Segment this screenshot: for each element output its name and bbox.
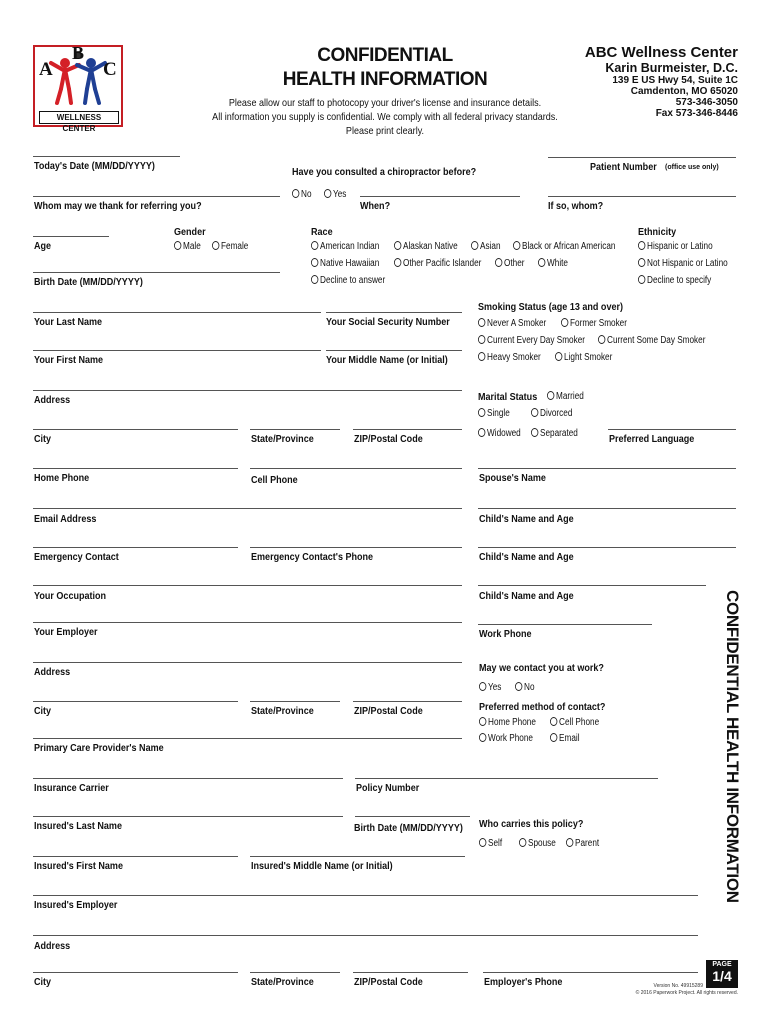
gender-male-option[interactable] bbox=[174, 241, 201, 252]
middle-name-field[interactable] bbox=[326, 350, 462, 351]
ethnicity-label: Ethnicity bbox=[638, 226, 677, 238]
emergency-contact-label: Emergency Contact bbox=[34, 551, 119, 563]
race-option-label: Alaskan Native bbox=[403, 241, 458, 252]
ethnicity-option[interactable] bbox=[638, 275, 711, 286]
work-city-field[interactable] bbox=[33, 701, 238, 702]
race-option[interactable] bbox=[394, 241, 458, 252]
if-so-whom-field[interactable] bbox=[548, 196, 736, 197]
address-field[interactable] bbox=[33, 390, 462, 391]
smoking-option[interactable] bbox=[561, 318, 627, 329]
insured-birth-date-label: Birth Date (MM/DD/YYYY) bbox=[354, 822, 463, 834]
radio-icon[interactable] bbox=[566, 838, 573, 847]
employer-field[interactable] bbox=[33, 622, 462, 623]
insured-first-name-field[interactable] bbox=[33, 856, 238, 857]
radio-icon[interactable] bbox=[550, 717, 557, 726]
insured-birth-date-field[interactable] bbox=[355, 816, 470, 817]
state-field[interactable] bbox=[250, 429, 340, 430]
radio-icon[interactable] bbox=[478, 352, 485, 361]
child3-label: Child's Name and Age bbox=[479, 590, 574, 602]
radio-icon[interactable] bbox=[212, 241, 219, 250]
race-option-label: White bbox=[547, 258, 568, 269]
marital-option-label: Single bbox=[487, 408, 510, 419]
radio-icon[interactable] bbox=[538, 258, 545, 267]
race-option[interactable] bbox=[394, 258, 481, 269]
todays-date-label: Today's Date (MM/DD/YYYY) bbox=[34, 160, 155, 172]
city-field[interactable] bbox=[33, 429, 238, 430]
clinic-name: ABC Wellness Center bbox=[584, 44, 738, 61]
contact-method-option-label: Cell Phone bbox=[559, 717, 600, 728]
race-option[interactable] bbox=[311, 275, 385, 286]
insurance-state-label: State/Province bbox=[251, 976, 314, 988]
spouse-name-field[interactable] bbox=[478, 468, 736, 469]
ethnicity-option-label: Decline to specify bbox=[647, 275, 712, 286]
child1-field[interactable] bbox=[478, 508, 736, 509]
first-name-field[interactable] bbox=[33, 350, 321, 351]
contact-method-option[interactable] bbox=[479, 717, 536, 728]
ethnicity-option[interactable] bbox=[638, 258, 728, 269]
race-option[interactable] bbox=[311, 258, 379, 269]
clinic-info bbox=[585, 44, 738, 119]
gender-label: Gender bbox=[174, 226, 206, 238]
smoking-option-label: Former Smoker bbox=[570, 318, 627, 329]
radio-icon[interactable] bbox=[555, 352, 562, 361]
radio-icon[interactable] bbox=[324, 189, 331, 198]
ethnicity-option[interactable] bbox=[638, 241, 713, 252]
intro-line2: All information you supply is confidential. We comply with all federal privacy standards. bbox=[212, 111, 558, 123]
logo-name: WELLNESS CENTER bbox=[56, 113, 102, 133]
gender-female-option[interactable] bbox=[212, 241, 248, 252]
primary-care-field[interactable] bbox=[33, 738, 462, 739]
who-carries-question: Who carries this policy? bbox=[479, 818, 584, 830]
radio-icon[interactable] bbox=[479, 733, 486, 742]
insurance-zip-field[interactable] bbox=[353, 972, 468, 973]
page-label: PAGE bbox=[712, 961, 732, 968]
contact-work-option-label: Yes bbox=[488, 682, 502, 693]
radio-icon[interactable] bbox=[531, 428, 538, 437]
insurance-zip-label: ZIP/Postal Code bbox=[354, 976, 423, 988]
city-label: City bbox=[34, 433, 52, 445]
when-field[interactable] bbox=[360, 196, 520, 197]
insurance-carrier-field[interactable] bbox=[33, 778, 343, 779]
marital-option-label: Widowed bbox=[487, 428, 521, 439]
radio-icon[interactable] bbox=[311, 258, 318, 267]
middle-name-label: Your Middle Name (or Initial) bbox=[326, 354, 448, 366]
contact-method-option-label: Home Phone bbox=[488, 717, 536, 728]
home-phone-label: Home Phone bbox=[34, 472, 90, 484]
ssn-field[interactable] bbox=[326, 312, 462, 313]
occupation-field[interactable] bbox=[33, 585, 462, 586]
insured-middle-name-field[interactable] bbox=[250, 856, 465, 857]
age-label: Age bbox=[34, 240, 52, 252]
carrier-option-label: Self bbox=[488, 838, 503, 849]
insured-last-name-field[interactable] bbox=[33, 816, 343, 817]
employer-phone-field[interactable] bbox=[483, 972, 698, 973]
form-title bbox=[250, 44, 520, 92]
office-use-label: (office use only) bbox=[665, 164, 719, 171]
contact-work-option[interactable] bbox=[479, 682, 501, 693]
contact-method-option[interactable] bbox=[550, 717, 599, 728]
contact-work-question: May we contact you at work? bbox=[479, 662, 604, 674]
race-option-label: Other Pacific Islander bbox=[403, 258, 482, 269]
chiro-yes-label: Yes bbox=[333, 189, 347, 200]
work-state-label: State/Province bbox=[251, 705, 314, 717]
clinic-address1: 139 E US Hwy 54, Suite 1C bbox=[612, 75, 738, 86]
child2-field[interactable] bbox=[478, 547, 736, 548]
zip-label: ZIP/Postal Code bbox=[354, 433, 423, 445]
cell-phone-label: Cell Phone bbox=[251, 474, 298, 486]
carrier-option[interactable] bbox=[479, 838, 502, 849]
gender-male-label: Male bbox=[183, 241, 201, 252]
employer-phone-label: Employer's Phone bbox=[484, 976, 563, 988]
radio-icon[interactable] bbox=[638, 258, 645, 267]
race-option-label: Decline to answer bbox=[320, 275, 386, 286]
radio-icon[interactable] bbox=[174, 241, 181, 250]
birth-date-label: Birth Date (MM/DD/YYYY) bbox=[34, 276, 143, 288]
version-text: Version No. 49915289 bbox=[653, 983, 703, 989]
race-option[interactable] bbox=[495, 258, 525, 269]
clinic-logo bbox=[33, 43, 123, 133]
last-name-label: Your Last Name bbox=[34, 316, 103, 328]
radio-icon[interactable] bbox=[598, 335, 605, 344]
insurance-state-field[interactable] bbox=[250, 972, 340, 973]
page-number: 1/4 bbox=[712, 968, 732, 984]
insured-first-name-label: Insured's First Name bbox=[34, 860, 123, 872]
policy-number-field[interactable] bbox=[355, 778, 658, 779]
marital-option-label: Divorced bbox=[540, 408, 573, 419]
insured-middle-name-label: Insured's Middle Name (or Initial) bbox=[251, 860, 393, 872]
occupation-label: Your Occupation bbox=[34, 590, 107, 602]
marital-option-label: Married bbox=[556, 391, 584, 402]
preferred-contact-question: Preferred method of contact? bbox=[479, 701, 606, 713]
radio-icon[interactable] bbox=[311, 275, 318, 284]
work-city-label: City bbox=[34, 705, 52, 717]
chiro-no-label: No bbox=[301, 189, 312, 200]
child1-label: Child's Name and Age bbox=[479, 513, 574, 525]
radio-icon[interactable] bbox=[394, 258, 401, 267]
state-label: State/Province bbox=[251, 433, 314, 445]
emergency-phone-field[interactable] bbox=[250, 547, 462, 548]
work-phone-field[interactable] bbox=[478, 624, 652, 625]
patient-number-field[interactable] bbox=[548, 157, 736, 158]
child2-label: Child's Name and Age bbox=[479, 551, 574, 563]
contact-method-option-label: Email bbox=[559, 733, 580, 744]
radio-icon[interactable] bbox=[531, 408, 538, 417]
smoking-option[interactable] bbox=[598, 335, 705, 346]
smoking-option-label: Current Some Day Smoker bbox=[607, 335, 706, 346]
work-address-field[interactable] bbox=[33, 662, 462, 663]
marital-option[interactable] bbox=[478, 408, 510, 419]
insured-employer-field[interactable] bbox=[33, 895, 698, 896]
ethnicity-option-label: Hispanic or Latino bbox=[647, 241, 713, 252]
marital-option[interactable] bbox=[478, 428, 521, 439]
radio-icon[interactable] bbox=[292, 189, 299, 198]
radio-icon[interactable] bbox=[638, 241, 645, 250]
home-phone-field[interactable] bbox=[33, 468, 238, 469]
radio-icon[interactable] bbox=[561, 318, 568, 327]
marital-option[interactable] bbox=[531, 408, 572, 419]
logo-letter-b: B bbox=[72, 43, 85, 63]
zip-field[interactable] bbox=[353, 429, 462, 430]
smoking-option[interactable] bbox=[478, 352, 541, 363]
insured-employer-label: Insured's Employer bbox=[34, 899, 118, 911]
first-name-label: Your First Name bbox=[34, 354, 104, 366]
radio-icon[interactable] bbox=[311, 241, 318, 250]
race-option-label: Other bbox=[504, 258, 525, 269]
radio-icon[interactable] bbox=[478, 428, 485, 437]
marital-option[interactable] bbox=[531, 428, 578, 439]
side-banner-text: CONFIDENTIAL HEALTH INFORMATION bbox=[723, 590, 742, 903]
radio-icon[interactable] bbox=[479, 717, 486, 726]
work-zip-label: ZIP/Postal Code bbox=[354, 705, 423, 717]
race-option-label: Asian bbox=[480, 241, 501, 252]
page-indicator bbox=[706, 960, 738, 988]
spouse-name-label: Spouse's Name bbox=[479, 472, 546, 484]
birth-date-field[interactable] bbox=[33, 272, 280, 273]
radio-icon[interactable] bbox=[471, 241, 478, 250]
logo-letter-c: C bbox=[103, 59, 117, 80]
work-zip-field[interactable] bbox=[353, 701, 462, 702]
race-option[interactable] bbox=[538, 258, 568, 269]
race-option-label: Native Hawaiian bbox=[320, 258, 380, 269]
when-label: When? bbox=[360, 200, 391, 212]
intro-text bbox=[150, 96, 620, 138]
intro-line3: Please print clearly. bbox=[345, 125, 425, 137]
contact-method-option-label: Work Phone bbox=[488, 733, 533, 744]
chiro-no-option[interactable] bbox=[292, 189, 312, 200]
chiro-yes-option[interactable] bbox=[324, 189, 346, 200]
race-option-label: Black or African American bbox=[522, 241, 616, 252]
form-title-line1: CONFIDENTIAL bbox=[317, 45, 453, 66]
referring-label: Whom may we thank for referring you? bbox=[34, 200, 202, 212]
cell-phone-field[interactable] bbox=[250, 468, 462, 469]
smoking-option[interactable] bbox=[478, 318, 546, 329]
employer-label: Your Employer bbox=[34, 626, 98, 638]
copyright-text: © 2016 Paperwork Project. All rights reserved. bbox=[635, 990, 738, 996]
work-address-label: Address bbox=[34, 666, 71, 678]
preferred-language-label: Preferred Language bbox=[609, 433, 695, 445]
ssn-label: Your Social Security Number bbox=[326, 316, 450, 328]
emergency-phone-label: Emergency Contact's Phone bbox=[251, 551, 374, 563]
radio-icon[interactable] bbox=[519, 838, 526, 847]
email-field[interactable] bbox=[33, 508, 462, 509]
marital-option-label: Separated bbox=[540, 428, 578, 439]
radio-icon[interactable] bbox=[478, 408, 485, 417]
race-option[interactable] bbox=[311, 241, 379, 252]
marital-option[interactable] bbox=[547, 391, 584, 402]
emergency-contact-field[interactable] bbox=[33, 547, 238, 548]
smoking-option-label: Current Every Day Smoker bbox=[487, 335, 585, 346]
intro-line1: Please allow our staff to photocopy your driver's license and insurance details. bbox=[228, 97, 542, 109]
insurance-address-field[interactable] bbox=[33, 935, 698, 936]
radio-icon[interactable] bbox=[550, 733, 557, 742]
race-option[interactable] bbox=[513, 241, 615, 252]
carrier-option[interactable] bbox=[566, 838, 599, 849]
email-label: Email Address bbox=[34, 513, 97, 525]
radio-icon[interactable] bbox=[638, 275, 645, 284]
radio-icon[interactable] bbox=[394, 241, 401, 250]
insurance-address-label: Address bbox=[34, 940, 71, 952]
radio-icon[interactable] bbox=[478, 335, 485, 344]
smoking-option-label: Never A Smoker bbox=[487, 318, 547, 329]
radio-icon[interactable] bbox=[547, 391, 554, 400]
race-option-label: American Indian bbox=[320, 241, 380, 252]
smoking-option[interactable] bbox=[555, 352, 612, 363]
chiropractor-question: Have you consulted a chiropractor before? bbox=[292, 166, 477, 178]
radio-icon[interactable] bbox=[495, 258, 502, 267]
radio-icon[interactable] bbox=[479, 682, 486, 691]
clinic-phone: 573-346-3050 bbox=[675, 97, 738, 108]
smoking-option-label: Light Smoker bbox=[564, 352, 613, 363]
radio-icon[interactable] bbox=[479, 838, 486, 847]
primary-care-label: Primary Care Provider's Name bbox=[34, 742, 164, 754]
insurance-city-field[interactable] bbox=[33, 972, 238, 973]
last-name-field[interactable] bbox=[33, 312, 321, 313]
policy-number-label: Policy Number bbox=[356, 782, 420, 794]
child3-field[interactable] bbox=[478, 585, 706, 586]
todays-date-field[interactable] bbox=[33, 156, 180, 157]
carrier-option-label: Parent bbox=[575, 838, 600, 849]
carrier-option-label: Spouse bbox=[528, 838, 556, 849]
contact-method-option[interactable] bbox=[479, 733, 533, 744]
smoking-option-label: Heavy Smoker bbox=[487, 352, 541, 363]
address-label: Address bbox=[34, 394, 71, 406]
contact-work-option[interactable] bbox=[515, 682, 535, 693]
referring-field[interactable] bbox=[33, 196, 280, 197]
clinic-fax: Fax 573-346-8446 bbox=[655, 108, 738, 119]
logo-banner bbox=[39, 111, 119, 133]
logo-letter-a: A bbox=[39, 59, 53, 80]
race-label: Race bbox=[311, 226, 333, 238]
if-so-whom-label: If so, whom? bbox=[548, 200, 604, 212]
smoking-option[interactable] bbox=[478, 335, 585, 346]
radio-icon[interactable] bbox=[515, 682, 522, 691]
patient-number-label: Patient Number bbox=[590, 161, 657, 173]
gender-female-label: Female bbox=[221, 241, 249, 252]
preferred-language-field[interactable] bbox=[608, 429, 736, 430]
radio-icon[interactable] bbox=[513, 241, 520, 250]
carrier-option[interactable] bbox=[519, 838, 556, 849]
smoking-label: Smoking Status (age 13 and over) bbox=[478, 301, 624, 313]
insured-last-name-label: Insured's Last Name bbox=[34, 820, 122, 832]
clinic-doctor: Karin Burmeister, D.C. bbox=[605, 61, 738, 75]
contact-work-option-label: No bbox=[524, 682, 535, 693]
ethnicity-option-label: Not Hispanic or Latino bbox=[647, 258, 728, 269]
clinic-address2: Camdenton, MO 65020 bbox=[630, 86, 738, 97]
marital-label: Marital Status bbox=[478, 391, 538, 403]
race-option[interactable] bbox=[471, 241, 501, 252]
age-field[interactable] bbox=[33, 236, 109, 237]
work-phone-label: Work Phone bbox=[479, 628, 532, 640]
contact-method-option[interactable] bbox=[550, 733, 580, 744]
form-title-line2: HEALTH INFORMATION bbox=[282, 69, 488, 90]
radio-icon[interactable] bbox=[478, 318, 485, 327]
insurance-carrier-label: Insurance Carrier bbox=[34, 782, 109, 794]
footer-meta bbox=[560, 983, 703, 990]
insurance-city-label: City bbox=[34, 976, 52, 988]
work-state-field[interactable] bbox=[250, 701, 340, 702]
